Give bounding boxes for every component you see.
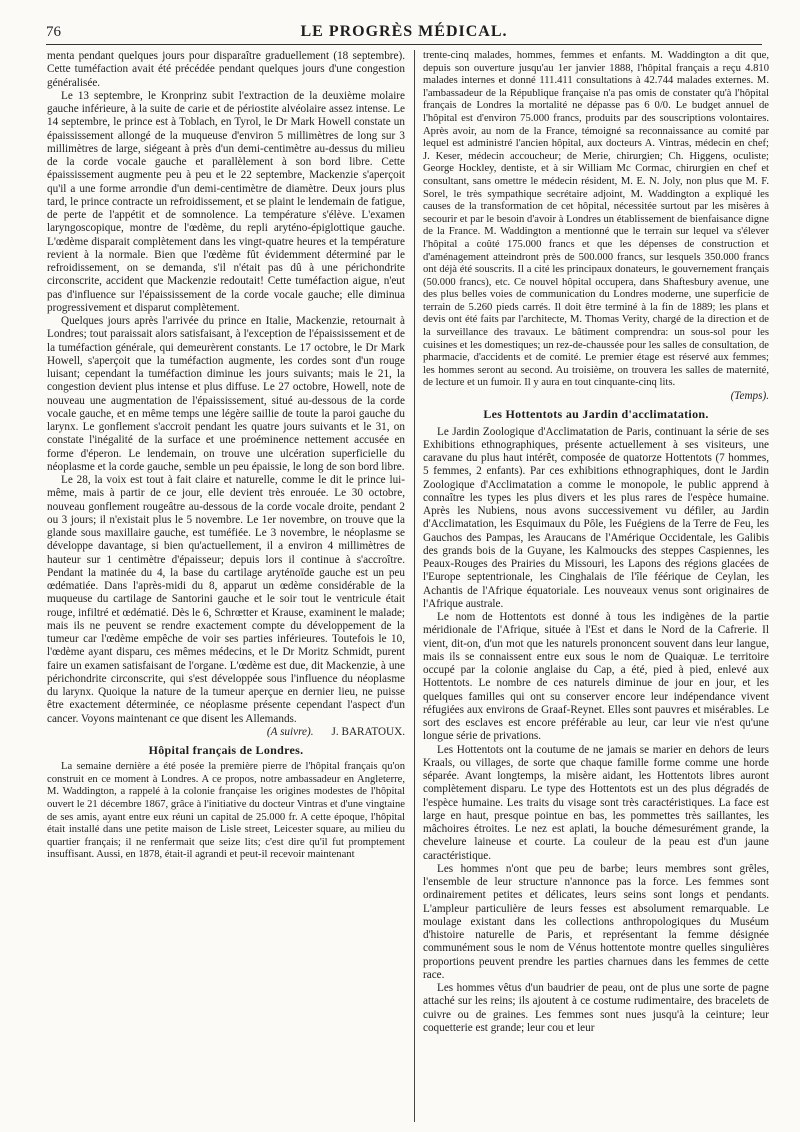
section-heading: Hôpital français de Londres. bbox=[148, 743, 304, 757]
section-heading: Les Hottentots au Jardin d'acclimatation. bbox=[483, 407, 709, 422]
source-citation: (Temps). bbox=[730, 390, 769, 403]
paragraph: Quelques jours après l'arrivée du prince en Italie, Mackenzie, retournait à Londres; tout paraissait alors satisfaisant, à l'exception de l'épaississement et de la tuméfaction générale, qui demeurèrent constants. Le 17 octobre, le Dr Mark Howell, s'aperçoit que la tuméfaction augmente, les cordes sont d'un rouge luisant; cependant la tuméfaction diminue les jours suivants; mais le 21, la congestion devient plus intense et plus diffuse. Le 27 octobre, Howell, note de nouveau une augmentation de l'épaississement, situé au-dessous de la corde vocale gauche, et en même temps une légère saillie de toute la paroi gauche du larynx. Le gonflement s'accroit pendant les quatre jours suivants et le 31, on constate l'inégalité de la surface et une proéminence nettement accusée en forme d'éperon. Le lendemain, on trouve une ulcération superficielle du néoplasme et la corde gauche, semble un peu épaissie, le long de son bord libre. bbox=[47, 315, 405, 473]
paragraph: Le Jardin Zoologique d'Acclimatation de Paris, continuant la série de ses Exhibitions ethnographiques, présente actuellement à ses visiteurs, une caravane du plus haut intérêt, composée de quatorze Hottentots (7 hommes, 5 femmes, 2 enfants). Par ces exhibitions ethnographiques, dont le Jardin Zoologique d'Acclimatation a comme le monopole, le public apprend à connaître les types les plus divers et les plus rares de l'espèce humaine. Après les Nubiens, nous avons successivement vu défiler, au Jardin d'Acclimatation, les Esquimaux du Pôle, les Fuégiens de la Terre de Feu, les Gauchos des Pampas, les Araucans de l'Amérique Occidentale, les Galibis des grands bois de la Guyane, les Kalmoucks des steppes Caspiennes, les Peaux-Rouges des Prairies du Missouri, les Lapons des régions glacées de l'Europe septentrionale, les Cinghalais de l'île féérique de Ceylan, les Achantis de l'Afrique équatoriale. Les nouveaux venus sont originaires de l'Afrique australe. bbox=[423, 425, 769, 610]
paragraph: Le 13 septembre, le Kronprinz subit l'extraction de la deuxième molaire gauche inférieure, à la suite de carie et de périostite alvéolaire assez intense. Le 14 septembre, le prince est à Toblach, en Tyrol, le Dr Mark Howell constate un épaississement allongé de la muqueuse d'environ 5 millimètres de long sur 3 millimètres de large, siégeant à près d'un demi-centimètre au-dessus du milieu de la corde vocale gauche et parallèlement à son bord libre. Cette épaississement augmente peu à peu et le 22 septembre, Mackenzie s'aperçoit qu'il a une forme arrondie d'un demi-centimètre de diamètre. Deux jours plus tard, le prince contracte un refroidissement, et se plaint le lendemain de fatigue, de perte de l'appétit et de somnolence. La température s'élève. L'examen laryngoscopique, montre de l'œdème, du repli aryténo-épiglottique gauche. L'œdème disparait complètement dans les vingt-quatre heures et la température revient à la normale. Bien que l'œdème fût évidemment déterminé par le refroidissement, on se demanda, s'il n'était pas dû à une périchondrite circonscrite, accident que Mackenzie redoutait! Cette tuméfaction aigue, n'eut pas d'influence sur l'épaississement de la corde vocale gauche; elle diminua progressivement et disparut complètement. bbox=[47, 89, 405, 314]
author-name: J. BARATOUX. bbox=[331, 725, 405, 738]
page-header bbox=[46, 18, 762, 45]
paragraph: Les Hottentots ont la coutume de ne jamais se marier en dehors de leurs Kraals, ou villages, de sorte que chaque famille forme comme une horde séparée. Avant longtemps, la misère aidant, les Hottentots libres auront complètement disparu. Le type des Hottentots est un des plus dégradés de l'espèce humaine. Les traits du visage sont très caractéristiques. La face est large en haut, presque pointue en bas, les pommettes très saillantes, les mâchoires étroites. Le nez est aplati, la bouche démesurément grande, la chevelure laineuse et courte. La couleur de la peau est d'un jaune caractéristique. bbox=[423, 743, 769, 862]
paragraph: Le nom de Hottentots est donné à tous les indigènes de la partie méridionale de l'Afrique, située à l'Est et dans le Nord de la Cafrerie. Il vient, dit-on, d'un mot que les naturels prononcent souvent dans leur langue, mais ils se connaissent entre eux sous le nom de Quaiquæ. Le territoire occupé par la colonie anglaise du Cap, a été, pied à pied, enlevé aux Hottentots. Le nombre de ces naturels diminue de jour en jour, et les quelques familles qui ont su conserver encore leur indépendance vivent réfugiées aux environs de Graaf-Reynet. Elles sont pauvres et misérables. Le sort des esclaves est encore préférable au leur, car leur vie n'est qu'une longue série de privations. bbox=[423, 611, 769, 743]
page-number: 76 bbox=[46, 24, 61, 40]
paragraph: Les hommes vêtus d'un baudrier de peau, ont de plus une sorte de pagne attaché sur les reins; ils ajoutent à ce costume rudimentaire, des bracelets de cuivre ou de graines. Les femmes sont nues jusqu'à la ceinture; leur coquetterie est grande; leur cou et leur bbox=[423, 982, 769, 1034]
left-column bbox=[47, 50, 405, 1122]
journal-title: LE PROGRÈS MÉDICAL. bbox=[300, 23, 508, 40]
paragraph: La semaine dernière a été posée la première pierre de l'hôpital français qu'on construit en ce moment à Londres. A ce propos, notre ambassadeur en Angleterre, M. Waddington, a rappelé à la colonie française les origines modestes de l'hôpital ouvert le 21 décembre 1867, grâce à l'initiative du docteur Vintras et d'une vingtaine de ses amis, ayant entre eux réuni un capital de 25.000 fr. A cette époque, l'hôpital était installé dans une petite maison de Lisle street, Leicester square, au milieu du quartier français; il ne renfermait que seize lits; c'est dire qu'il fut promptement insuffisant. Aussi, en 1878, était-il agrandi et peut-il recevoir maintenant bbox=[47, 761, 405, 861]
column-divider bbox=[414, 50, 415, 1122]
right-column bbox=[423, 50, 769, 1122]
paragraph: trente-cinq malades, hommes, femmes et enfants. M. Waddington a dit que, depuis son ouverture jusqu'au 1er janvier 1888, l'hôpital français a reçu 4.810 malades internes et donné 111.411 consultations à 42.744 malades externes. M. l'ambassadeur de la République française n'a pas omis de constater qu'à l'hôpital français de Londres la mortalité ne dépasse pas 6 0/0. Le budget annuel de l'hôpital est d'environ 75.000 francs, produits par des souscriptions volontaires. Après avoir, au nom de la France, témoigné sa reconnaissance au comité par lequel est administré l'ancien hôpital, aux docteurs A. Vintras, médecin en chef; J. Keser, médecin accoucheur; de Merie, chirurgien; Ch. Higgens, oculiste; George Hockley, dentiste, et à sir William Mc Cormac, chirurgien en chef et consultant, sans omettre le médecin résident, M. E. N. Joly, non plus que M. F. Sorel, le très sympathique secrétaire adjoint, M. Waddington a expliqué les causes de la transformation de cet hôpital, nécessitée surtout par les misères à secourir et par le besoin d'avoir à Londres un établissement de bienfaisance digne de la France. M. Waddington a mentionné que le terrain sur lequel va s'élever l'hôpital a coûté 175.000 francs et que les dépenses de construction et d'aménagement atteindront près de 500.000 francs, sur lesquels 350.000 francs ont déjà été souscrits. Il a cité les principaux donateurs, le gouvernement français (50.000 francs), etc. Ce nouvel hôpital occupera, dans Shaftesbury avenue, une des plus belles voies de communication du Londres moderne, une superficie de terrain de 5.260 pieds carrés. Il doit être terminé à la fin de 1889; les plans et devis ont été faits par l'architecte, M. Thomas Verity, chargé de la direction et de la surveillance des travaux. Le bâtiment comprendra: un sous-sol pour les cuisines et les domestiques; un rez-de-chaussée pour les salles de consultation, de pharmacie, d'accidents et de comité. Le premier étage est réservé aux femmes; les hommes seront au second. Au troisième, on trouvera les salles de maternité, de lecture et un fumoir. Il y aura en tout cinquante-cinq lits. bbox=[423, 50, 769, 389]
continuation-note: (A suivre). bbox=[266, 725, 314, 738]
paragraph: menta pendant quelques jours pour disparaître graduellement (18 septembre). Cette tuméfaction avait été précédée pendant quelques jours d'une congestion généralisée. bbox=[47, 50, 405, 89]
paragraph: Le 28, la voix est tout à fait claire et naturelle, comme le dit le prince lui-même, mais à partir de ce jour, elle devient très enrouée. Le 30 octobre, nouveau gonflement rougeâtre au-dessous de la corde vocale droite, pendant 2 ou 3 jours; il n'existait plus le 5 novembre. Le 1er novembre, on trouve que la glande sous maxillaire gauche, est tuméfiée. Le 3 novembre, le néoplasme se développe davantage, si bien qu'actuellement, il a environ 4 millimètres de hauteur sur 1 centimètre d'épaisseur; depuis lors il continue à s'accroître. Pendant la matinée du 4, la base du cartilage aryténoïde gauche est un peu œdématiée. Dans l'après-midi du 8, apparut un œdème considérable de la muqueuse du cartilage de Santorini gauche et le soir tout le ventricule était rouge, infiltré et œdématié. Dès le 6, Schrœtter et Krause, examinent le malade; mais ils ne peuvent se rendre exactement compte du développement de la tumeur car l'œdème empêche de voir ses parties inférieures. Toutefois le 10, l'œdème ayant disparu, ces mêmes médecins, et le Dr Moritz Schmidt, purent faire un examen satisfaisant de l'organe. L'œdème est due, dit Mackenzie, à une périchondrite circonscrite, qui s'est développée sous l'influence du néoplasme du larynx. Quoique la nature de la tumeur aperçue en dernier lieu, ne puisse être exactement déterminée, ce néoplasme présente cependant l'aspect d'un cancer. Voyons maintenant ce que disent les Allemands. bbox=[47, 474, 405, 725]
article-signature bbox=[47, 726, 405, 739]
paragraph: Les hommes n'ont que peu de barbe; leurs membres sont grêles, l'ensemble de leur structure n'annonce pas la force. Les femmes sont ordinairement petites et délicates, leurs seins sont longs et pendants. L'ampleur particulière de leurs fesses est absolument remarquable. Le moulage existant dans les collections anthropologiques du Muséum d'histoire naturelle de Paris, et représentant la femme désignée communément sous le nom de Vénus hottentote montre quelles singulières proportions peuvent prendre les parties charnues dans les femmes de cette race. bbox=[423, 862, 769, 981]
